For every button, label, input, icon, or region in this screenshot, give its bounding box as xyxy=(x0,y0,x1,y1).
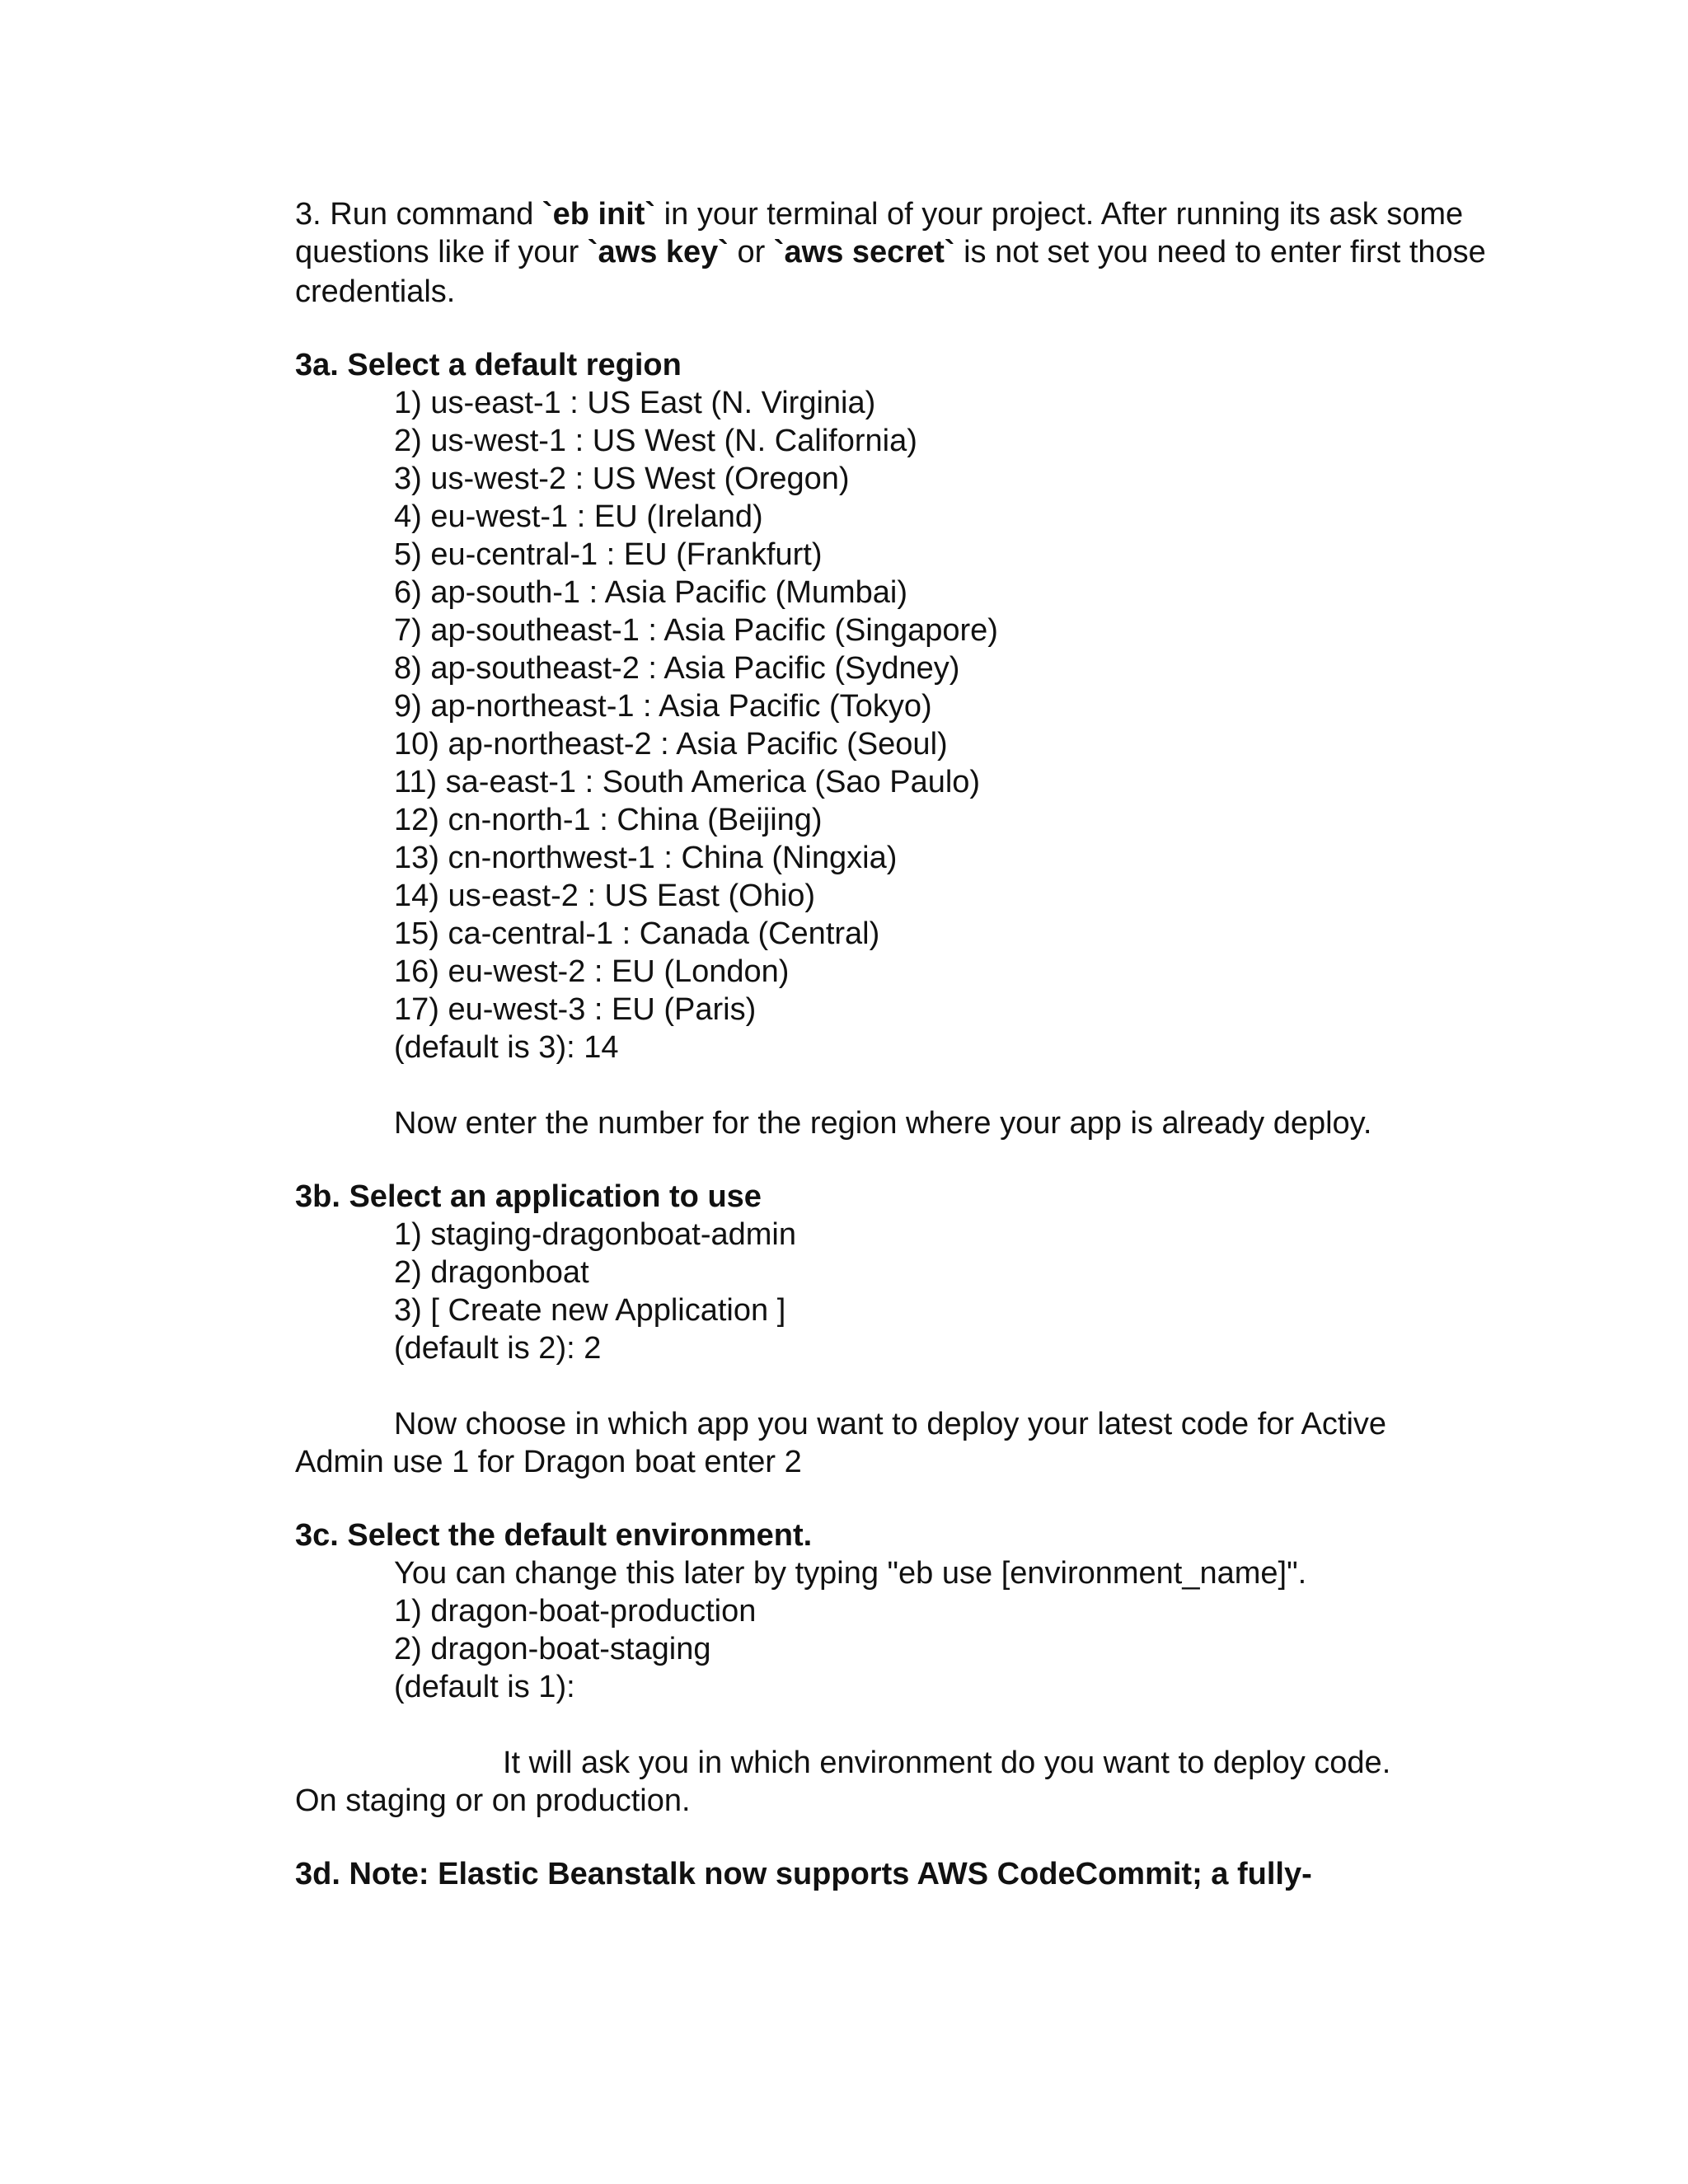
region-option: 2) us-west-1 : US West (N. California) xyxy=(394,424,917,458)
aws-key-term: `aws key` xyxy=(587,235,729,269)
region-option: 7) ap-southeast-1 : Asia Pacific (Singapore) xyxy=(394,613,998,648)
section-3c-heading: 3c. Select the default environment. xyxy=(295,1518,813,1553)
region-option: 9) ap-northeast-1 : Asia Pacific (Tokyo) xyxy=(394,689,932,724)
region-option: 5) eu-central-1 : EU (Frankfurt) xyxy=(394,537,823,572)
intro-line-1: 3. Run command `eb init` in your terminal of your project. After running its ask some xyxy=(295,197,1464,232)
region-option: 11) sa-east-1 : South America (Sao Paulo) xyxy=(394,765,981,799)
env-note-line-1: It will ask you in which environment do you want to deploy code. xyxy=(503,1746,1391,1780)
aws-secret-term: `aws secret` xyxy=(773,235,955,269)
region-option: 13) cn-northwest-1 : China (Ningxia) xyxy=(394,841,898,875)
region-option: 1) us-east-1 : US East (N. Virginia) xyxy=(394,386,876,420)
section-3b-heading: 3b. Select an application to use xyxy=(295,1179,762,1214)
region-option: 10) ap-northeast-2 : Asia Pacific (Seoul) xyxy=(394,727,948,762)
app-option: 2) dragonboat xyxy=(394,1255,589,1290)
app-option: 1) staging-dragonboat-admin xyxy=(394,1217,796,1252)
env-note-line-2: On staging or on production. xyxy=(295,1783,691,1818)
region-option: 8) ap-southeast-2 : Asia Pacific (Sydney) xyxy=(394,651,960,686)
env-option: 1) dragon-boat-production xyxy=(394,1594,757,1629)
region-option: 4) eu-west-1 : EU (Ireland) xyxy=(394,499,763,534)
app-default-prompt: (default is 2): 2 xyxy=(394,1331,602,1366)
region-option: 14) us-east-2 : US East (Ohio) xyxy=(394,879,816,913)
app-note-line-1: Now choose in which app you want to deploy your latest code for Active xyxy=(394,1407,1387,1441)
region-note: Now enter the number for the region where your app is already deploy. xyxy=(394,1106,1372,1141)
region-option: 17) eu-west-3 : EU (Paris) xyxy=(394,992,757,1027)
region-default-prompt: (default is 3): 14 xyxy=(394,1030,619,1065)
env-default-prompt: (default is 1): xyxy=(394,1670,575,1704)
intro-line-2: questions like if your `aws key` or `aws secret` is not set you need to enter first those xyxy=(295,235,1486,269)
region-option: 3) us-west-2 : US West (Oregon) xyxy=(394,462,850,496)
section-3a-heading: 3a. Select a default region xyxy=(295,348,682,382)
section-3d-heading: 3d. Note: Elastic Beanstalk now supports AWS CodeCommit; a fully- xyxy=(295,1857,1312,1891)
env-hint: You can change this later by typing "eb use [environment_name]". xyxy=(394,1556,1307,1591)
region-option: 15) ca-central-1 : Canada (Central) xyxy=(394,916,880,951)
region-option: 6) ap-south-1 : Asia Pacific (Mumbai) xyxy=(394,575,908,610)
app-option: 3) [ Create new Application ] xyxy=(394,1293,786,1328)
intro-line-3: credentials. xyxy=(295,274,456,309)
app-note-line-2: Admin use 1 for Dragon boat enter 2 xyxy=(295,1445,802,1479)
region-option: 12) cn-north-1 : China (Beijing) xyxy=(394,803,823,837)
region-option: 16) eu-west-2 : EU (London) xyxy=(394,954,790,989)
eb-init-command: `eb init` xyxy=(542,197,656,232)
env-option: 2) dragon-boat-staging xyxy=(394,1632,711,1666)
